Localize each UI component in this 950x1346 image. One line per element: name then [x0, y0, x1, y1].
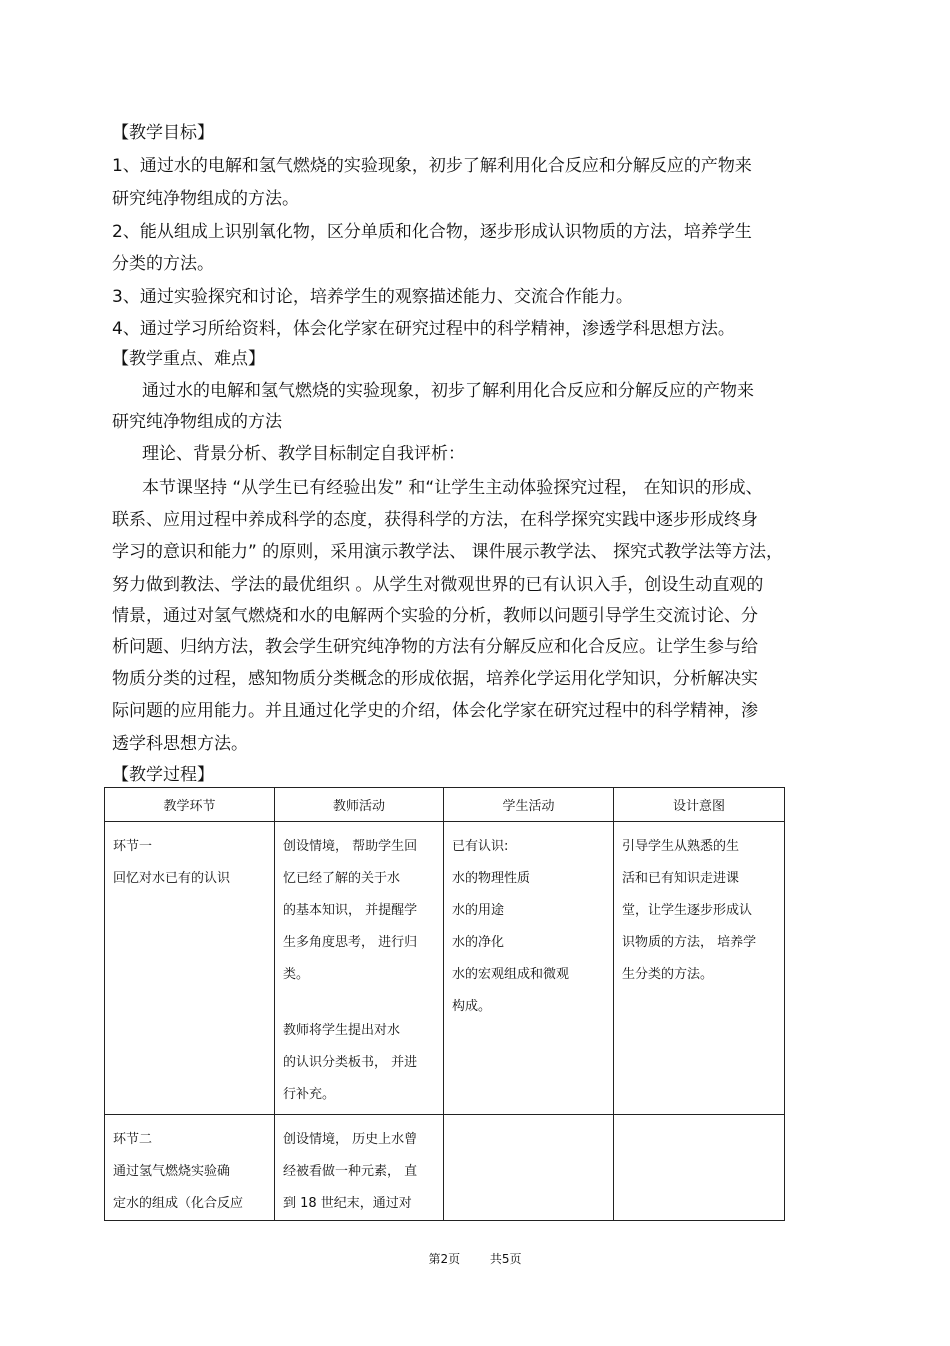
cell-text: 教师将学生提出对水 — [283, 1023, 401, 1038]
evaluation-line: 学习的意识和能力” 的原则，采用演示教学法、 课件展示教学法、 探究式教学法等方法， — [112, 542, 784, 562]
cell-text: 引导学生从熟悉的生 — [622, 839, 740, 854]
cell-text: 创设情境， 帮助学生回 — [283, 839, 418, 854]
teacher-cell — [275, 1115, 444, 1221]
intent-cell — [614, 822, 785, 1115]
cell-text: 水的宏观组成和微观 — [452, 967, 570, 982]
evaluation-line: 情景，通过对氢气燃烧和水的电解两个实验的分析，教师以问题引导学生交流讨论、分 — [112, 606, 758, 626]
evaluation-line: 努力做到教法、学法的最优组织 。从学生对微观世界的已有认识入手，创设生动直观的 — [112, 575, 764, 595]
cell-text: 经被看做一种元素， 直 — [283, 1164, 418, 1179]
teaching-process-table — [104, 787, 785, 1221]
cell-text: 水的用途 — [452, 903, 505, 918]
evaluation-line: 物质分类的过程，感知物质分类概念的形成依据，培养化学运用化学知识，分析解决实 — [112, 669, 758, 689]
objective-line: 4、通过学习所给资料，体会化学家在研究过程中的科学精神，渗透学科思想方法。 — [112, 319, 735, 339]
page-total: 共5页 — [489, 1252, 522, 1266]
cell-text: 创设情境， 历史上水曾 — [283, 1132, 418, 1147]
cell-text: 生分类的方法。 — [622, 967, 714, 982]
evaluation-title: 理论、背景分析、教学目标制定自我评析： — [142, 444, 465, 464]
stage-cell — [105, 1115, 275, 1221]
student-cell — [444, 1115, 614, 1221]
cell-text: 活和已有知识走进课 — [622, 871, 740, 886]
objective-line: 研究纯净物组成的方法。 — [112, 189, 299, 209]
cell-text: 类。 — [283, 967, 310, 982]
cell-text: 回忆对水已有的认识 — [113, 871, 231, 886]
cell-text: 生多角度思考， 进行归 — [283, 935, 418, 950]
cell-text: 已有认识: — [452, 839, 509, 854]
column-header-teacher: 教师活动 — [275, 788, 444, 822]
objectives-heading: 【教学目标】 — [112, 123, 214, 143]
table-row — [105, 1115, 785, 1221]
column-header-student: 学生活动 — [444, 788, 614, 822]
cell-text: 构成。 — [452, 999, 492, 1014]
table-row — [105, 822, 785, 1115]
objective-line: 3、通过实验探究和讨论，培养学生的观察描述能力、交流合作能力。 — [112, 287, 633, 307]
cell-text: 行补充。 — [283, 1087, 336, 1102]
cell-text: 水的物理性质 — [452, 871, 531, 886]
objective-line: 2、能从组成上识别氧化物，区分单质和化合物，逐步形成认识物质的方法，培养学生 — [112, 222, 752, 242]
cell-text: 通过氢气燃烧实验确 — [113, 1164, 231, 1179]
evaluation-line: 际问题的应用能力。并且通过化学史的介绍，体会化学家在研究过程中的科学精神，渗 — [112, 701, 758, 721]
evaluation-line: 析问题、归纳方法，教会学生研究纯净物的方法有分解反应和化合反应。让学生参与给 — [112, 637, 758, 657]
cell-text: 识物质的方法， 培养学 — [622, 935, 757, 950]
process-heading: 【教学过程】 — [112, 765, 214, 785]
stage-cell — [105, 822, 275, 1115]
cell-text: 环节二 — [113, 1132, 153, 1147]
intent-cell — [614, 1115, 785, 1221]
cell-text: 水的净化 — [452, 935, 505, 950]
evaluation-line: 联系、应用过程中养成科学的态度，获得科学的方法，在科学探究实践中逐步形成终身 — [112, 510, 758, 530]
page-number: 第2页 — [428, 1252, 461, 1266]
spacer — [283, 991, 435, 1015]
student-cell — [444, 822, 614, 1115]
cell-text: 忆已经了解的关于水 — [283, 871, 401, 886]
keypoint-line: 通过水的电解和氢气燃烧的实验现象，初步了解利用化合反应和分解反应的产物来 — [142, 381, 754, 401]
cell-text: 定水的组成（化合反应 — [113, 1196, 244, 1211]
page-footer — [0, 1250, 950, 1267]
cell-text: 到 18 世纪末，通过对 — [283, 1196, 412, 1211]
keypoints-heading: 【教学重点、难点】 — [112, 349, 265, 369]
table-header-row — [105, 788, 785, 822]
objective-line: 1、通过水的电解和氢气燃烧的实验现象，初步了解利用化合反应和分解反应的产物来 — [112, 156, 752, 176]
keypoint-line: 研究纯净物组成的方法 — [112, 412, 282, 432]
teacher-cell — [275, 822, 444, 1115]
column-header-stage: 教学环节 — [105, 788, 275, 822]
evaluation-line: 本节课坚持 “从学生已有经验出发” 和“让学生主动体验探究过程， 在知识的形成、 — [142, 478, 763, 498]
cell-text: 堂，让学生逐步形成认 — [622, 903, 753, 918]
column-header-intent: 设计意图 — [614, 788, 785, 822]
evaluation-line: 透学科思想方法。 — [112, 734, 248, 754]
objective-line: 分类的方法。 — [112, 254, 214, 274]
cell-text: 的认识分类板书， 并进 — [283, 1055, 418, 1070]
cell-text: 的基本知识， 并提醒学 — [283, 903, 418, 918]
cell-text: 环节一 — [113, 839, 153, 854]
